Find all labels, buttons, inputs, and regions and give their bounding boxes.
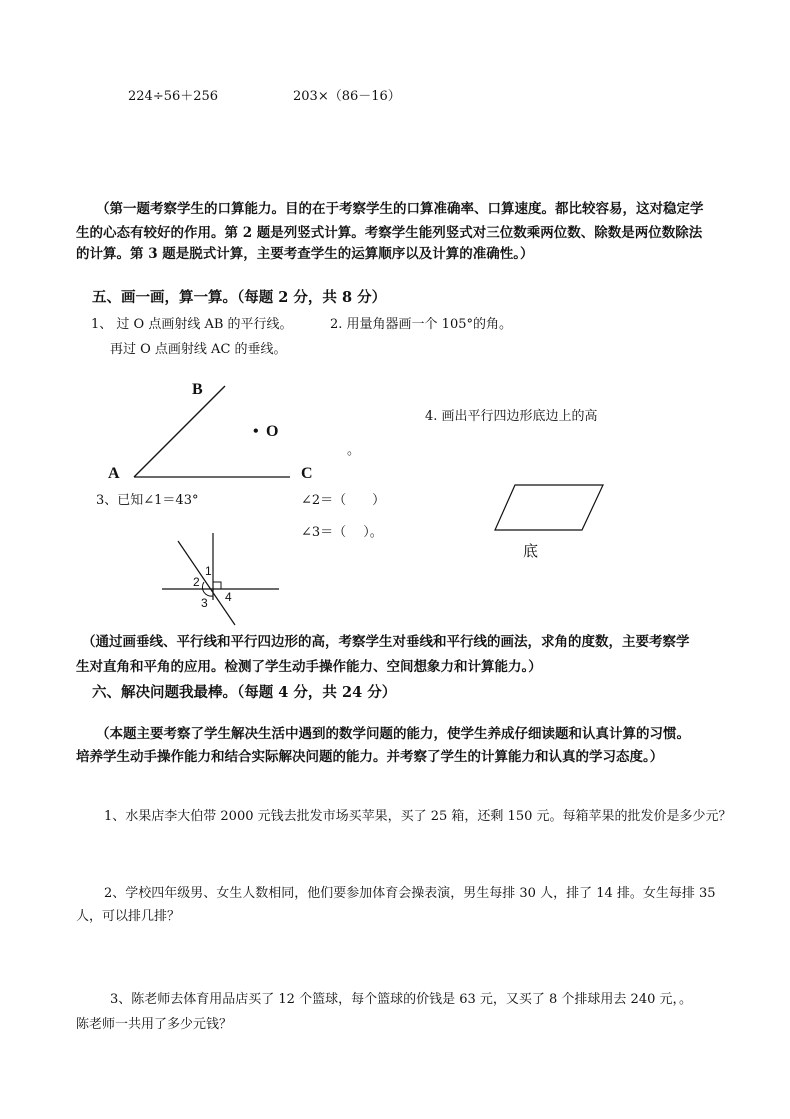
- problem-2-line-2: 人，可以排几排？: [76, 909, 181, 924]
- comment-1-line-1: （第一题考察学生的口算能力。目的在于考察学生的口算准确率、口算速度。都比较容易，这对稳定学: [96, 201, 704, 217]
- question-1-line-1: 1、 过 O 点画射线 AB 的平行线。: [91, 317, 293, 332]
- question-2: 2. 用量角器画一个 105°的角。: [330, 317, 512, 332]
- label-c: C: [301, 465, 313, 482]
- expression-1: 224÷56＋256: [128, 89, 219, 104]
- label-a: A: [108, 465, 120, 482]
- comment-2-line-1: （通过画垂线、平行线和平行四边形的高，考察学生对垂线和平行线的画法，求角的度数，主要考察学: [82, 634, 690, 650]
- label-o: O: [266, 423, 279, 440]
- question-3: 3、已知∠1＝43°: [96, 493, 199, 508]
- question-1-line-2: 再过 O 点画射线 AC 的垂线。: [110, 342, 287, 357]
- section-6-heading: 六、解决问题我最棒。（每题 4 分，共 24 分）: [92, 684, 397, 701]
- question-4: 4. 画出平行四边形底边上的高: [425, 409, 598, 424]
- section-5-heading: 五、画一画，算一算。（每题 2 分，共 8 分）: [92, 289, 387, 306]
- problem-2-line-1: 2、学校四年级男、女生人数相同，他们要参加体育会操表演，男生每排 30 人，排了 14 排。女生每排 35: [104, 886, 716, 901]
- diagonal-line: [178, 541, 235, 625]
- angle-label-4: 4: [225, 590, 232, 604]
- comment-1-line-2: 生的心态有较好的作用。第 2 题是列竖式计算。考察学生能列竖式对三位数乘两位数、除数是两位数除法: [76, 225, 703, 241]
- angle-3-blank: ∠3＝（ ）。: [301, 525, 383, 540]
- angle-label-3: 3: [201, 596, 208, 610]
- section-6-comment-line-1: （本题主要考察了学生解决生活中遇到的数学问题的能力，使学生养成仔细读题和认真计算的习惯。: [96, 726, 690, 742]
- angle-2-blank: ∠2＝（ ）: [301, 493, 386, 508]
- point-o-dot: •: [253, 423, 259, 440]
- right-angle-mark: [213, 582, 221, 589]
- label-b: B: [192, 381, 203, 398]
- problem-3-line-2: 陈老师一共用了多少元钱？: [76, 1017, 233, 1032]
- base-label: 底: [523, 543, 539, 560]
- comment-1-line-3: 的计算。第 3 题是脱式计算，主要考查学生的运算顺序以及计算的准确性。）: [76, 246, 534, 262]
- angle-label-1: 1: [205, 564, 212, 578]
- problem-1: 1、水果店李大伯带 2000 元钱去批发市场买苹果，买了 25 箱，还剩 150 元。每箱苹果的批发价是多少元？: [104, 809, 732, 824]
- problem-3-line-1: 3、陈老师去体育用品店买了 12 个篮球，每个篮球的价钱是 63 元，又买了 8 个排球用去 240 元，。: [110, 992, 692, 1007]
- section-6-comment-line-2: 培养学生动手操作能力和结合实际解决问题的能力。并考察了学生的计算能力和认真的学习态度。）: [76, 749, 664, 765]
- question-4-mark: 。: [347, 443, 361, 458]
- expression-2: 203×（86－16）: [293, 89, 401, 104]
- comment-2-line-2: 生对直角和平角的应用。检测了学生动手操作能力、空间想象力和计算能力。）: [76, 659, 542, 675]
- angle-label-2: 2: [193, 575, 200, 589]
